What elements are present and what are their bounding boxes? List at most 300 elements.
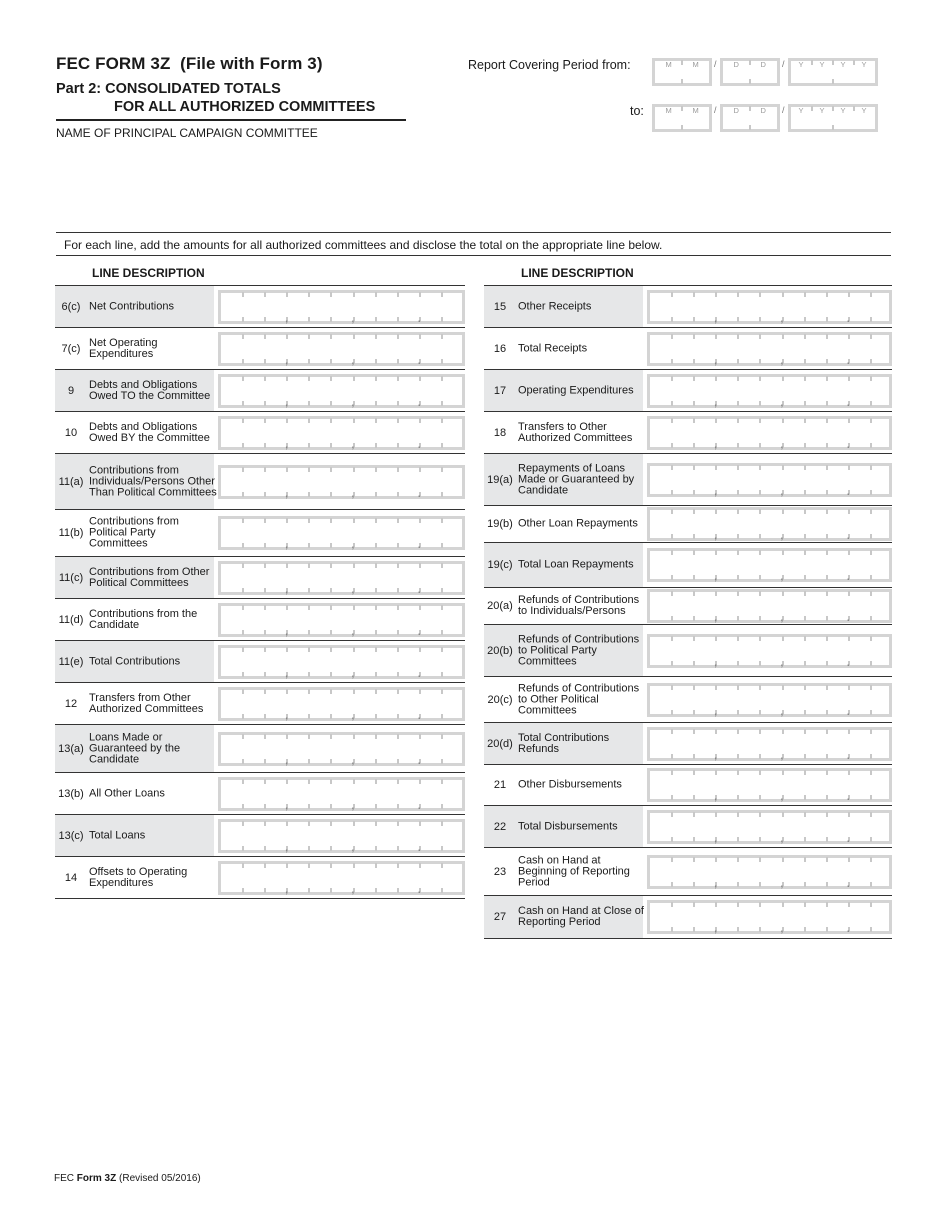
digit-divider <box>848 636 850 641</box>
amount-input[interactable] <box>647 332 892 366</box>
digit-divider <box>737 710 739 715</box>
period-from-label: Report Covering Period from: <box>468 58 631 72</box>
digit-divider <box>826 292 828 297</box>
from-day-input[interactable] <box>720 58 780 86</box>
digit-divider <box>264 689 266 694</box>
line-description: Loans Made or Guaranteed by the Candidate <box>89 731 181 765</box>
digit-divider <box>693 636 695 641</box>
thousands-separator: , <box>714 792 718 803</box>
digit-divider <box>826 710 828 715</box>
amount-input[interactable] <box>647 768 892 802</box>
digit-divider <box>671 575 673 580</box>
line-item-row <box>55 454 465 510</box>
digit-divider <box>397 467 399 472</box>
line-number: 23 <box>493 865 507 878</box>
line-number: 6(c) <box>61 300 81 313</box>
decimal-separator: . <box>417 397 421 409</box>
digit-divider <box>441 804 443 809</box>
thousands-separator: , <box>714 924 718 935</box>
digit-divider <box>441 888 443 893</box>
digit-divider <box>353 689 355 694</box>
amount-input[interactable] <box>218 732 465 766</box>
digit-divider <box>308 734 310 739</box>
digit-divider <box>330 317 332 322</box>
digit-divider <box>693 550 695 555</box>
thousands-separator: , <box>780 313 784 325</box>
digit-divider <box>441 317 443 322</box>
digit-divider <box>848 509 850 514</box>
digit-divider <box>848 857 850 862</box>
day-placeholder: D <box>760 106 766 115</box>
digit-divider <box>826 443 828 448</box>
digit-divider <box>804 292 806 297</box>
digit-divider <box>737 575 739 580</box>
digit-divider <box>693 575 695 580</box>
amount-input[interactable] <box>218 645 465 679</box>
digit-divider <box>693 465 695 470</box>
thousands-separator: , <box>780 657 784 669</box>
digit-divider <box>826 490 828 495</box>
month-placeholder: M <box>665 60 672 69</box>
digit-divider <box>759 770 761 775</box>
digit-divider <box>848 902 850 907</box>
digit-divider <box>330 359 332 364</box>
digit-divider <box>826 636 828 641</box>
digit-divider <box>353 518 355 523</box>
digit-divider <box>308 714 310 719</box>
title-divider <box>56 119 406 121</box>
digit-divider <box>826 534 828 539</box>
amount-input[interactable] <box>218 290 465 324</box>
footer-revision: (Revised 05/2016) <box>119 1173 201 1184</box>
digit-divider <box>749 79 751 84</box>
digit-divider <box>441 543 443 548</box>
digit-divider <box>419 563 421 568</box>
line-number: 11(d) <box>58 613 84 626</box>
amount-input[interactable] <box>647 374 892 408</box>
thousands-separator: , <box>351 842 355 854</box>
digit-divider <box>804 534 806 539</box>
thousands-separator: , <box>351 710 355 722</box>
digit-divider <box>759 729 761 734</box>
digit-divider <box>737 661 739 666</box>
digit-divider <box>264 779 266 784</box>
thousands-separator: , <box>780 613 784 624</box>
digit-divider <box>330 467 332 472</box>
digit-divider <box>308 630 310 635</box>
digit-divider <box>242 888 244 893</box>
digit-divider <box>419 418 421 423</box>
digit-divider <box>441 759 443 764</box>
form-footer <box>54 1173 201 1184</box>
digit-divider <box>286 734 288 739</box>
digit-divider <box>693 376 695 381</box>
amount-input[interactable] <box>647 810 892 844</box>
digit-divider <box>782 465 784 470</box>
part-title <box>56 80 375 116</box>
digit-divider <box>308 605 310 610</box>
digit-divider <box>737 729 739 734</box>
digit-divider <box>693 334 695 339</box>
to-month-input[interactable] <box>652 104 712 132</box>
amount-input[interactable] <box>218 332 465 366</box>
line-item-row <box>484 765 892 806</box>
amount-input[interactable] <box>218 687 465 721</box>
amount-input[interactable] <box>218 777 465 811</box>
digit-divider <box>375 317 377 322</box>
digit-divider <box>397 492 399 497</box>
line-description: Operating Expenditures <box>518 384 634 396</box>
digit-divider <box>397 821 399 826</box>
thousands-separator: , <box>351 668 355 680</box>
digit-divider <box>804 334 806 339</box>
digit-divider <box>681 106 683 111</box>
amount-input[interactable] <box>647 634 892 668</box>
digit-divider <box>826 837 828 842</box>
digit-divider <box>693 616 695 621</box>
digit-divider <box>419 518 421 523</box>
digit-divider <box>308 689 310 694</box>
digit-divider <box>848 770 850 775</box>
digit-divider <box>870 418 872 423</box>
digit-divider <box>671 837 673 842</box>
digit-divider <box>671 534 673 539</box>
date-separator: / <box>714 105 717 115</box>
amount-input[interactable] <box>218 416 465 450</box>
thousands-separator: , <box>285 800 289 812</box>
digit-divider <box>804 591 806 596</box>
line-item-row <box>484 454 892 506</box>
year-placeholder: Y <box>840 106 846 115</box>
digit-divider <box>353 563 355 568</box>
thousands-separator: , <box>714 657 718 669</box>
decimal-separator: . <box>417 313 421 325</box>
digit-divider <box>693 927 695 932</box>
digit-divider <box>397 563 399 568</box>
thousands-separator: , <box>780 486 784 498</box>
digit-divider <box>737 882 739 887</box>
digit-divider <box>264 846 266 851</box>
digit-divider <box>441 846 443 851</box>
digit-divider <box>242 543 244 548</box>
date-separator: / <box>782 59 785 69</box>
digit-divider <box>749 125 751 130</box>
decimal-separator: . <box>417 800 421 812</box>
digit-divider <box>397 518 399 523</box>
amount-input[interactable] <box>218 861 465 895</box>
digit-divider <box>330 779 332 784</box>
line-number: 18 <box>493 426 507 439</box>
thousands-separator: , <box>351 884 355 896</box>
digit-divider <box>397 317 399 322</box>
from-year-input[interactable] <box>788 58 878 86</box>
decimal-separator: . <box>417 488 421 500</box>
digit-divider <box>286 418 288 423</box>
digit-divider <box>375 734 377 739</box>
amount-input[interactable] <box>218 465 465 499</box>
line-description: Contributions from Political Party Committees <box>89 515 179 550</box>
digit-divider <box>264 714 266 719</box>
digit-divider <box>693 661 695 666</box>
amount-input[interactable] <box>647 683 892 717</box>
thousands-separator: , <box>351 626 355 638</box>
digit-divider <box>737 754 739 759</box>
line-item-row <box>484 723 892 765</box>
amount-input[interactable] <box>647 463 892 497</box>
line-number: 11(c) <box>58 571 84 584</box>
digit-divider <box>441 821 443 826</box>
line-number: 20(d) <box>487 737 513 750</box>
digit-divider <box>375 418 377 423</box>
digit-divider <box>759 550 761 555</box>
digit-divider <box>759 376 761 381</box>
digit-divider <box>242 846 244 851</box>
digit-divider <box>441 492 443 497</box>
digit-divider <box>715 685 717 690</box>
digit-divider <box>264 334 266 339</box>
digit-divider <box>375 863 377 868</box>
digit-divider <box>737 591 739 596</box>
digit-divider <box>848 591 850 596</box>
line-description: Total Receipts <box>518 342 588 354</box>
digit-divider <box>397 779 399 784</box>
line-item-row <box>55 599 465 641</box>
line-item-row <box>55 641 465 683</box>
digit-divider <box>693 591 695 596</box>
digit-divider <box>286 467 288 472</box>
digit-divider <box>330 630 332 635</box>
amount-input[interactable] <box>647 589 892 623</box>
digit-divider <box>832 125 834 130</box>
line-item-row <box>484 370 892 412</box>
digit-divider <box>308 846 310 851</box>
digit-divider <box>870 812 872 817</box>
amount-input[interactable] <box>218 819 465 853</box>
digit-divider <box>870 710 872 715</box>
digit-divider <box>671 317 673 322</box>
year-placeholder: Y <box>798 106 804 115</box>
digit-divider <box>242 689 244 694</box>
line-number: 20(a) <box>487 600 513 612</box>
amount-input[interactable] <box>647 900 892 934</box>
digit-divider <box>330 605 332 610</box>
digit-divider <box>375 292 377 297</box>
digit-divider <box>693 292 695 297</box>
line-number: 19(b) <box>487 518 513 530</box>
year-placeholder: Y <box>819 60 825 69</box>
digit-divider <box>330 714 332 719</box>
digit-divider <box>397 418 399 423</box>
digit-divider <box>419 376 421 381</box>
digit-divider <box>870 837 872 842</box>
digit-divider <box>441 467 443 472</box>
digit-divider <box>441 863 443 868</box>
digit-divider <box>870 636 872 641</box>
digit-divider <box>397 759 399 764</box>
amount-input[interactable] <box>647 727 892 761</box>
digit-divider <box>759 575 761 580</box>
digit-divider <box>441 334 443 339</box>
line-item-row <box>55 725 465 773</box>
digit-divider <box>397 543 399 548</box>
digit-divider <box>264 863 266 868</box>
digit-divider <box>715 902 717 907</box>
digit-divider <box>308 779 310 784</box>
digit-divider <box>715 770 717 775</box>
digit-divider <box>715 509 717 514</box>
digit-divider <box>397 376 399 381</box>
line-description: Debts and Obligations Owed BY the Committee <box>89 420 210 444</box>
digit-divider <box>242 672 244 677</box>
line-description: All Other Loans <box>89 787 165 799</box>
digit-divider <box>804 616 806 621</box>
digit-divider <box>759 418 761 423</box>
period-to-label: to: <box>630 104 644 118</box>
digit-divider <box>737 418 739 423</box>
digit-divider <box>811 60 813 65</box>
digit-divider <box>848 729 850 734</box>
digit-divider <box>441 734 443 739</box>
digit-divider <box>308 543 310 548</box>
digit-divider <box>804 837 806 842</box>
digit-divider <box>375 563 377 568</box>
digit-divider <box>759 616 761 621</box>
digit-divider <box>264 647 266 652</box>
digit-divider <box>870 376 872 381</box>
footer-prefix: FEC <box>54 1173 74 1184</box>
digit-divider <box>375 714 377 719</box>
digit-divider <box>441 518 443 523</box>
amount-input[interactable] <box>218 516 465 550</box>
digit-divider <box>826 334 828 339</box>
day-placeholder: D <box>733 60 739 69</box>
amount-input[interactable] <box>218 374 465 408</box>
digit-divider <box>375 888 377 893</box>
digit-divider <box>759 465 761 470</box>
part-title-line1: Part 2: CONSOLIDATED TOTALS <box>56 81 281 97</box>
digit-divider <box>759 292 761 297</box>
amount-input[interactable] <box>647 548 892 582</box>
digit-divider <box>264 563 266 568</box>
thousands-separator: , <box>714 878 718 890</box>
digit-divider <box>693 837 695 842</box>
line-description: Net Contributions <box>89 300 174 312</box>
thousands-separator: , <box>780 397 784 409</box>
line-number: 11(b) <box>58 527 84 539</box>
digit-divider <box>759 812 761 817</box>
digit-divider <box>671 550 673 555</box>
thousands-separator: , <box>285 397 289 409</box>
digit-divider <box>870 575 872 580</box>
digit-divider <box>715 729 717 734</box>
digit-divider <box>671 292 673 297</box>
digit-divider <box>737 465 739 470</box>
digit-divider <box>330 846 332 851</box>
digit-divider <box>242 443 244 448</box>
digit-divider <box>870 795 872 800</box>
thousands-separator: , <box>285 540 289 551</box>
digit-divider <box>826 882 828 887</box>
digit-divider <box>375 359 377 364</box>
digit-divider <box>397 647 399 652</box>
decimal-separator: . <box>846 657 850 669</box>
digit-divider <box>870 616 872 621</box>
digit-divider <box>671 591 673 596</box>
line-description: Total Contributions <box>89 655 181 667</box>
digit-divider <box>375 846 377 851</box>
amount-input[interactable] <box>647 507 892 541</box>
digit-divider <box>397 292 399 297</box>
line-description: Net Operating Expenditures <box>89 336 158 360</box>
thousands-separator: , <box>714 313 718 325</box>
thousands-separator: , <box>714 531 718 542</box>
digit-divider <box>870 882 872 887</box>
amount-input[interactable] <box>647 416 892 450</box>
decimal-separator: . <box>846 613 850 624</box>
digit-divider <box>397 359 399 364</box>
line-number: 20(b) <box>487 644 513 657</box>
to-year-input[interactable] <box>788 104 878 132</box>
line-description: Offsets to Operating Expenditures <box>89 865 188 889</box>
digit-divider <box>671 710 673 715</box>
digit-divider <box>441 359 443 364</box>
thousands-separator: , <box>714 486 718 498</box>
digit-divider <box>782 902 784 907</box>
digit-divider <box>804 418 806 423</box>
thousands-separator: , <box>351 755 355 767</box>
digit-divider <box>826 418 828 423</box>
digit-divider <box>693 729 695 734</box>
decimal-separator: . <box>417 355 421 367</box>
thousands-separator: , <box>780 439 784 451</box>
digit-divider <box>353 863 355 868</box>
digit-divider <box>308 317 310 322</box>
decimal-separator: . <box>417 755 421 767</box>
digit-divider <box>826 359 828 364</box>
digit-divider <box>759 591 761 596</box>
digit-divider <box>264 605 266 610</box>
amount-input[interactable] <box>647 855 892 889</box>
digit-divider <box>330 563 332 568</box>
digit-divider <box>671 465 673 470</box>
line-item-row <box>484 506 892 543</box>
digit-divider <box>737 837 739 842</box>
digit-divider <box>870 534 872 539</box>
digit-divider <box>286 647 288 652</box>
digit-divider <box>832 79 834 84</box>
digit-divider <box>853 106 855 111</box>
digit-divider <box>671 636 673 641</box>
amount-input[interactable] <box>218 603 465 637</box>
table-top-rule <box>484 285 892 286</box>
digit-divider <box>826 465 828 470</box>
digit-divider <box>375 672 377 677</box>
day-placeholder: D <box>733 106 739 115</box>
amount-input[interactable] <box>647 290 892 324</box>
digit-divider <box>759 795 761 800</box>
digit-divider <box>330 518 332 523</box>
digit-divider <box>737 927 739 932</box>
digit-divider <box>330 689 332 694</box>
amount-input[interactable] <box>218 561 465 595</box>
line-number: 19(a) <box>487 473 513 486</box>
thousands-separator: , <box>780 531 784 542</box>
from-month-input[interactable] <box>652 58 712 86</box>
digit-divider <box>826 661 828 666</box>
digit-divider <box>848 550 850 555</box>
to-day-input[interactable] <box>720 104 780 132</box>
digit-divider <box>848 465 850 470</box>
